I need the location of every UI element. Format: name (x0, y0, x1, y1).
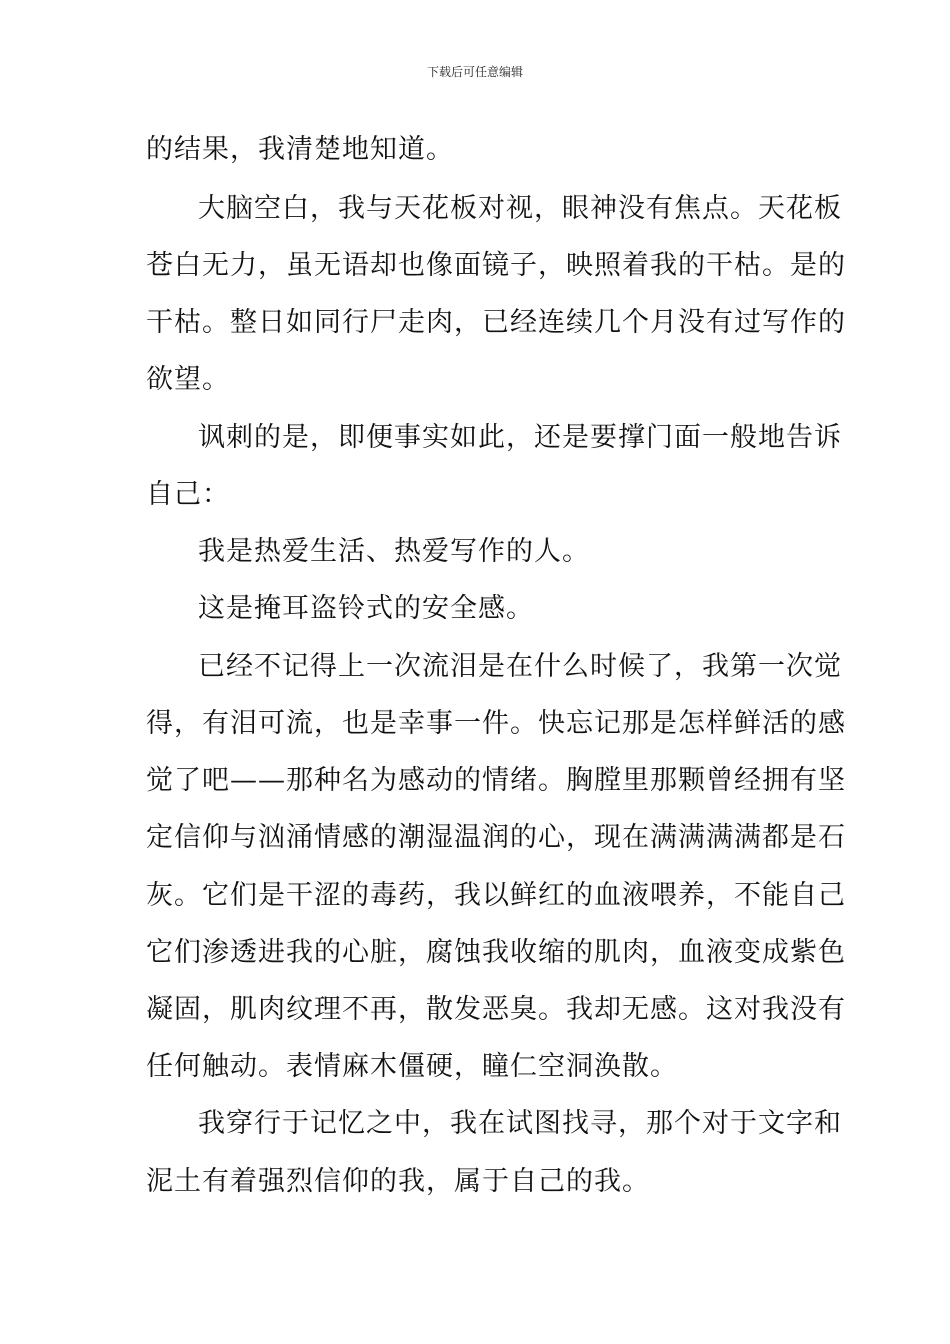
text-line: 它们渗透进我的心脏，腐蚀我收缩的肌肉，血液变成紫色 (146, 937, 846, 968)
page-header: 下载后可任意编辑 (426, 65, 523, 79)
text-line: 干枯。整日如同行尸走肉，已经连续几个月没有过写作的 (146, 307, 846, 338)
text-line: 已经不记得上一次流泪是在什么时候了，我第一次觉 (198, 651, 842, 682)
text-line: 灰。它们是干涩的毒药，我以鲜红的血液喂养，不能自己 (146, 880, 846, 911)
text-line: 定信仰与汹涌情感的潮湿温润的心，现在满满满满都是石 (146, 822, 846, 853)
text-line: 觉了吧——那种名为感动的情绪。胸膛里那颗曾经拥有坚 (146, 765, 846, 796)
text-line: 大脑空白，我与天花板对视，眼神没有焦点。天花板 (198, 193, 842, 224)
text-line: 的结果，我清楚地知道。 (146, 134, 454, 165)
text-line: 苍白无力，虽无语却也像面镜子，映照着我的干枯。是的 (146, 250, 846, 281)
text-line: 得，有泪可流，也是幸事一件。快忘记那是怎样鲜活的感 (146, 708, 846, 739)
text-line: 凝固，肌肉纹理不再，散发恶臭。我却无感。这对我没有 (146, 994, 846, 1025)
text-line: 讽刺的是，即便事实如此，还是要撑门面一般地告诉 (198, 422, 842, 453)
text-line: 这是掩耳盗铃式的安全感。 (198, 593, 534, 624)
text-line: 欲望。 (146, 364, 230, 395)
text-line: 任何触动。表情麻木僵硬，瞳仁空洞涣散。 (146, 1051, 678, 1082)
text-line: 泥土有着强烈信仰的我，属于自己的我。 (146, 1166, 650, 1197)
text-line: 我是热爱生活、热爱写作的人。 (198, 536, 590, 567)
text-line: 我穿行于记忆之中，我在试图找寻，那个对于文字和 (198, 1108, 842, 1139)
text-line: 自己： (146, 479, 230, 510)
